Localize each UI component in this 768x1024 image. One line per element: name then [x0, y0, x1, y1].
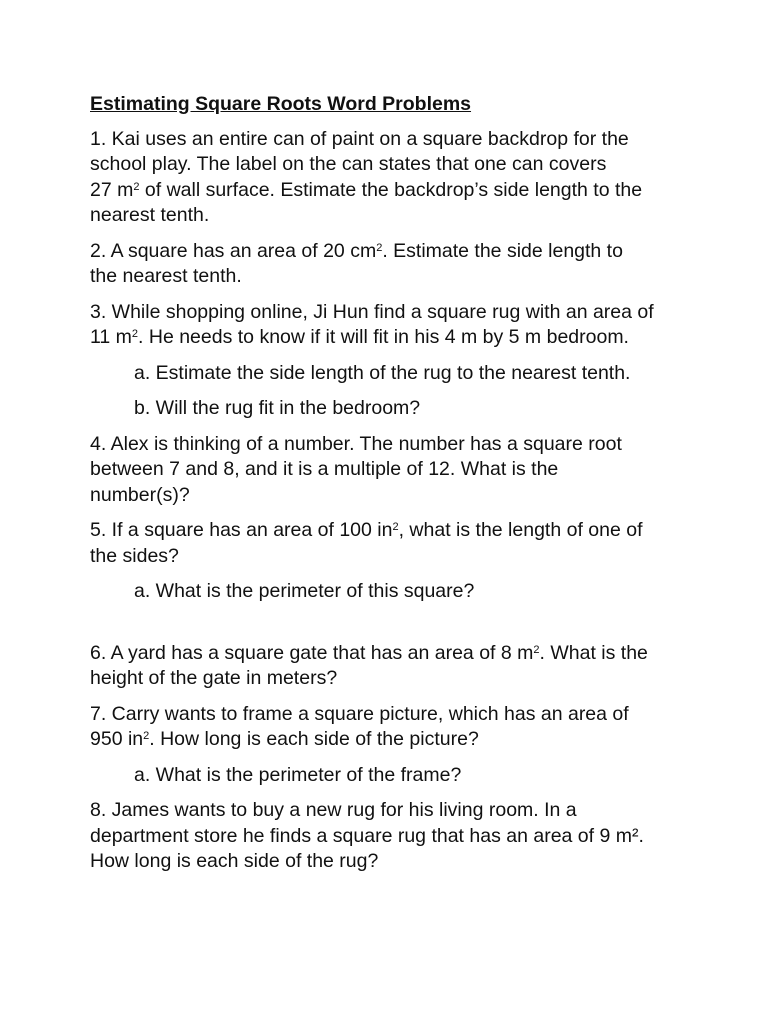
- problem-8-line-1: 8. James wants to buy a new rug for his living room. In a: [90, 799, 577, 821]
- problem-5: [90, 518, 690, 569]
- problem-1-line-3: [90, 178, 690, 204]
- problem-2: [90, 239, 690, 290]
- problem-1-area-value: 27 m: [90, 178, 134, 201]
- problem-5-line-1: [90, 518, 690, 544]
- problem-2-line-1-rest: . Estimate the side length to: [382, 239, 623, 262]
- problem-4-line-1: 4. Alex is thinking of a number. The number has a square root: [90, 432, 622, 455]
- problem-2-line-1-start: 2. A square has an area of 20 cm: [90, 239, 377, 262]
- problem-5-line-1-start: 5. If a square has an area of 100 in: [90, 519, 393, 541]
- worksheet-title: Estimating Square Roots Word Problems: [90, 93, 472, 115]
- problem-4-line-3: number(s)?: [90, 483, 190, 506]
- problem-1-line-3-rest: of wall surface. Estimate the backdrop’s side length to the: [139, 178, 643, 201]
- problem-3-line-1: 3. While shopping online, Ji Hun find a square rug with an area of: [90, 300, 654, 323]
- problem-2-line-1: [90, 239, 690, 265]
- problem-1: [90, 127, 690, 229]
- problem-6-line-1: [90, 641, 690, 667]
- problem-7-line-1: 7. Carry wants to frame a square picture, which has an area of: [90, 702, 629, 725]
- problem-5-exponent: 2: [392, 520, 399, 533]
- problem-4-line-2: between 7 and 8, and it is a multiple of 12. What is the: [90, 458, 559, 480]
- problem-3-line-2: [90, 325, 690, 351]
- problem-1-exponent: 2: [133, 180, 140, 193]
- problem-5-line-2: the sides?: [90, 544, 179, 567]
- problem-3-exponent: 2: [131, 327, 139, 340]
- problem-1-line-2: school play. The label on the can states that one can covers: [90, 153, 607, 175]
- problem-2-line-2: the nearest tenth.: [90, 265, 242, 287]
- problem-7: [90, 702, 690, 753]
- problem-3-line-2-rest: . He needs to know if it will fit in his 4 m by 5 m bedroom.: [138, 326, 629, 348]
- problem-7-area-value: 950 in: [90, 728, 144, 750]
- problem-3b: b. Will the rug fit in the bedroom?: [134, 397, 421, 419]
- worksheet-content: [90, 92, 690, 885]
- problem-5a: a. What is the perimeter of this square?: [134, 580, 475, 602]
- spacer: [90, 615, 690, 641]
- problem-6-line-1-rest: . What is the: [539, 641, 648, 664]
- problem-8-line-3: How long is each side of the rug?: [90, 850, 379, 872]
- problem-3a: a. Estimate the side length of the rug to the nearest tenth.: [134, 361, 631, 384]
- problem-4: [90, 432, 690, 509]
- problem-1-line-4: nearest tenth.: [90, 204, 210, 226]
- problem-7-exponent: 2: [143, 729, 150, 742]
- problem-7-line-2: [90, 727, 690, 753]
- problem-5-line-1-rest: , what is the length of one of: [398, 519, 643, 541]
- problem-6-line-1-start: 6. A yard has a square gate that has an area of 8 m: [90, 641, 534, 664]
- problem-6-line-2: height of the gate in meters?: [90, 667, 338, 689]
- problem-2-exponent: 2: [376, 241, 383, 254]
- problem-3: [90, 300, 690, 351]
- problem-8: [90, 798, 690, 875]
- problem-7a: a. What is the perimeter of the frame?: [134, 763, 462, 786]
- problem-3-area-value: 11 m: [90, 326, 132, 348]
- problem-7-line-2-rest: . How long is each side of the picture?: [149, 728, 479, 750]
- problem-6: [90, 641, 690, 692]
- problem-1-line-1: 1. Kai uses an entire can of paint on a square backdrop for the: [90, 127, 629, 150]
- problem-6-exponent: 2: [533, 643, 540, 656]
- problem-8-line-2: department store he finds a square rug that has an area of 9 m².: [90, 824, 644, 847]
